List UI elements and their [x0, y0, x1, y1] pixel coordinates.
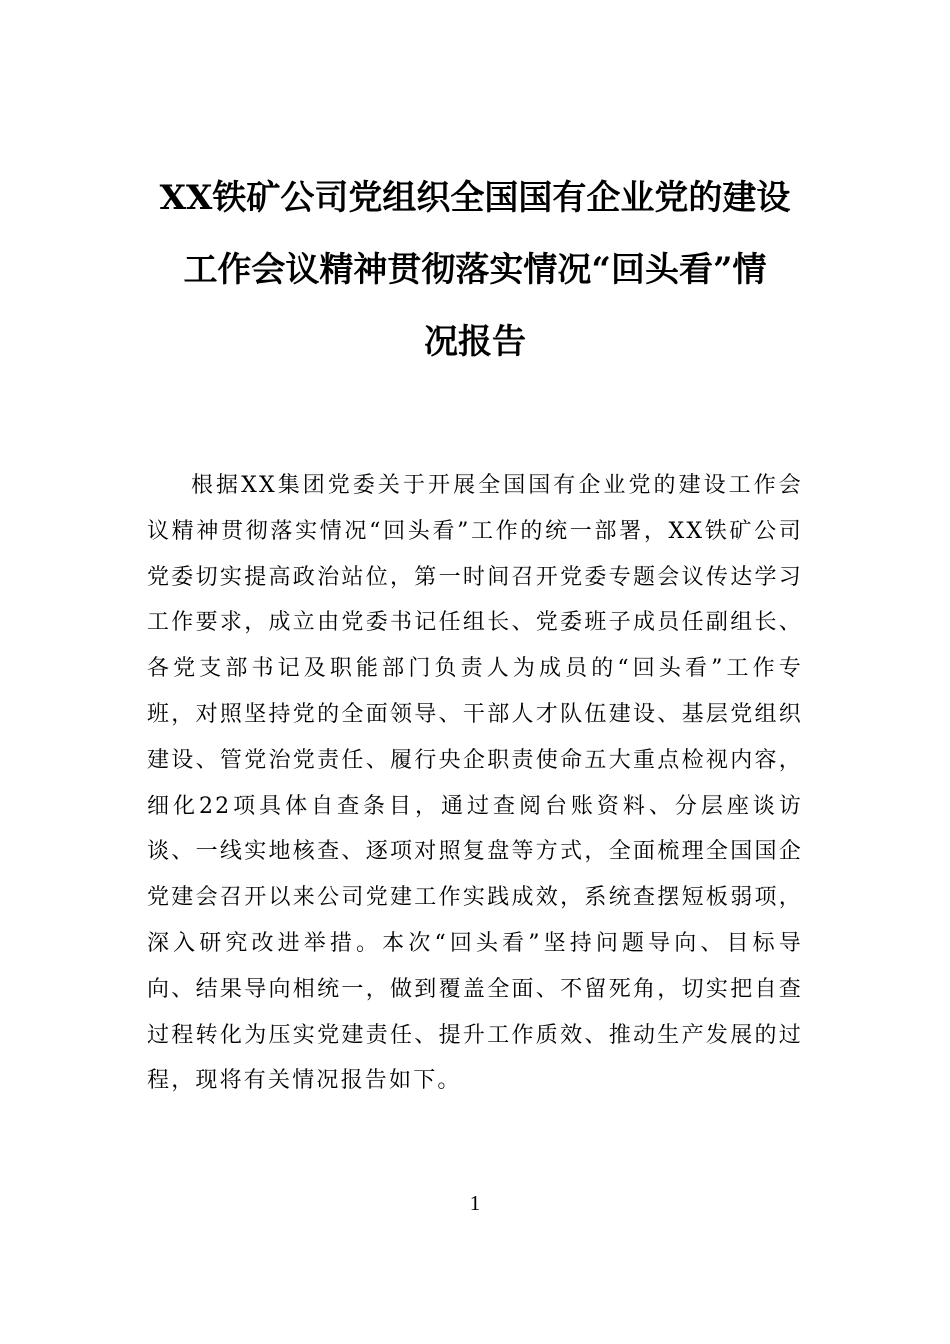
body-paragraph: 根据XX集团党委关于开展全国国有企业党的建设工作会议精神贯彻落实情况“回头看”工作的统一部署，XX铁矿公司党委切实提高政治站位，第一时间召开党委专题会议传达学习工作要求，成立由党委书记任组长、党委班子成员任副组长、各党支部书记及职能部门负责人为成员的“回头看”工作专班，对照坚持党的全面领导、干部人才队伍建设、基层党组织建设、管党治党责任、履行央企职责使命五大重点检视内容，细化22项具体自查条目，通过查阅台账资料、分层座谈访谈、一线实地核查、逐项对照复盘等方式，全面梳理全国国企党建会召开以来公司党建工作实践成效，系统查摆短板弱项，深入研究改进举措。本次“回头看”坚持问题导向、目标导向、结果导向相统一，做到覆盖全面、不留死角，切实把自查过程转化为压实党建责任、提升工作质效、推动生产发展的过程，现将有关情况报告如下。: [147, 473, 803, 1094]
title-line-1: XX铁矿公司党组织全国国有企业党的建设: [159, 178, 791, 218]
title-line-3: 况报告: [424, 322, 526, 362]
page-number: 1: [469, 1191, 481, 1215]
title-line-2: 工作会议精神贯彻落实情况“回头看”情: [183, 250, 767, 290]
document-title: [140, 162, 810, 378]
